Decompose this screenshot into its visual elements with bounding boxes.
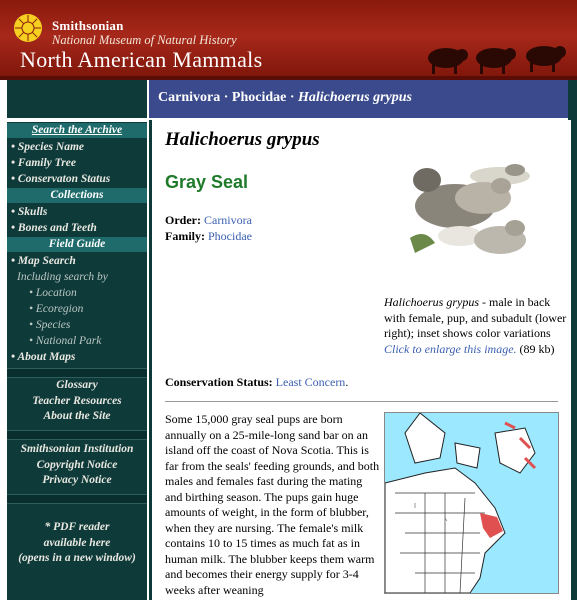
- sidebar-divider: [7, 430, 147, 440]
- smithsonian-label[interactable]: Smithsonian: [52, 18, 124, 33]
- species-content: [149, 120, 571, 600]
- breadcrumb-species: Halichoerus grypus: [298, 90, 412, 105]
- collections-heading: Collections: [7, 188, 147, 203]
- museum-label[interactable]: National Museum of Natural History: [52, 33, 237, 47]
- image-size: (89 kb): [516, 341, 555, 356]
- teacher-resources-link[interactable]: Teacher Resources: [32, 394, 122, 407]
- glossary-link[interactable]: Glossary: [56, 379, 98, 391]
- sidebar-item-about-maps[interactable]: • About Maps: [11, 351, 76, 363]
- scientific-name-heading: Halichoerus grypus: [165, 129, 320, 150]
- about-site-link[interactable]: About the Site: [43, 410, 111, 422]
- sidebar-item-bones-teeth[interactable]: • Bones and Teeth: [11, 222, 97, 234]
- gray-seal-illustration-icon[interactable]: [405, 158, 535, 268]
- copyright-notice-link[interactable]: Copyright Notice: [36, 458, 118, 471]
- breadcrumb: [158, 90, 412, 106]
- conservation-status-row: [165, 375, 348, 390]
- pdf-reader-line-1[interactable]: * PDF reader: [44, 521, 110, 533]
- range-map-icon[interactable]: [384, 412, 559, 594]
- sidebar-item-national-park[interactable]: • National Park: [29, 335, 102, 347]
- breadcrumb-separator: ·: [286, 90, 299, 105]
- pdf-reader-note: [7, 520, 147, 567]
- pdf-reader-line-3[interactable]: (opens in a new window): [18, 552, 136, 564]
- including-search-label: Including search by: [17, 271, 108, 283]
- sidebar-item-conservation-status[interactable]: • Conservaton Status: [11, 173, 111, 185]
- muskox-silhouettes-icon: [424, 40, 574, 76]
- order-label: Order:: [165, 213, 201, 227]
- sidebar-links-group-1: [7, 378, 147, 425]
- sidebar-divider: [7, 494, 147, 504]
- conservation-period: .: [345, 375, 349, 389]
- sidebar-divider: [7, 368, 147, 378]
- order-link[interactable]: Carnivora: [203, 213, 252, 227]
- common-name-heading: Gray Seal: [165, 172, 249, 192]
- breadcrumb-order[interactable]: Carnivora: [158, 90, 221, 105]
- breadcrumb-banner: [149, 80, 568, 118]
- sidebar-item-skulls[interactable]: • Skulls: [11, 206, 48, 218]
- sidebar-item-species[interactable]: • Species: [29, 319, 71, 331]
- smithsonian-institution-link[interactable]: Smithsonian Institution: [20, 443, 134, 455]
- privacy-notice-link[interactable]: Privacy Notice: [42, 474, 112, 486]
- sidebar-item-location[interactable]: • Location: [29, 287, 77, 299]
- site-title[interactable]: North American Mammals: [20, 47, 263, 72]
- site-header: [0, 0, 577, 80]
- sidebar-item-family-tree[interactable]: • Family Tree: [11, 157, 76, 169]
- family-label: Family:: [165, 229, 205, 243]
- sidebar: [7, 80, 147, 600]
- family-link[interactable]: Phocidae: [208, 229, 252, 243]
- enlarge-image-link[interactable]: Click to enlarge this image.: [384, 341, 517, 356]
- image-caption: [384, 295, 569, 357]
- species-description: Some 15,000 gray seal pups are born annually on a 25-mile-long sand bar on an island off the coast of Nova Scotia. This is far from the seals' feeding grounds, and both males and females fast during the mating and birthing season. The pups gain huge amounts of weight, in the form of blubber, when they are nursing. The female's milk contains 10 to 15 times as much fat as in human milk. The blubber keeps them warm and becomes their energy supply for 3-4 weeks after weaning: [165, 412, 380, 597]
- sidebar-item-map-search[interactable]: • Map Search: [11, 255, 76, 267]
- family-row: [165, 229, 252, 244]
- order-row: [165, 213, 252, 228]
- breadcrumb-family[interactable]: Phocidae: [231, 90, 287, 105]
- conservation-label: Conservation Status:: [165, 375, 273, 389]
- content-divider: [165, 401, 558, 402]
- caption-text: - male in back with female, pup, and subadult (lower right); inset shows color variations: [384, 295, 567, 340]
- conservation-link[interactable]: Least Concern: [275, 375, 346, 389]
- sidebar-item-ecoregion[interactable]: • Ecoregion: [29, 303, 84, 315]
- pdf-reader-line-2[interactable]: available here: [43, 536, 111, 549]
- search-archive-link[interactable]: Search the Archive: [7, 123, 147, 138]
- caption-species: Halichoerus grypus: [384, 295, 479, 309]
- breadcrumb-separator: ·: [220, 90, 232, 105]
- smithsonian-sun-logo-icon[interactable]: [13, 13, 43, 43]
- sidebar-links-group-2: [7, 442, 147, 489]
- field-guide-heading: Field Guide: [7, 237, 147, 252]
- sidebar-nav: [7, 122, 147, 365]
- sidebar-item-species-name[interactable]: • Species Name: [11, 141, 85, 153]
